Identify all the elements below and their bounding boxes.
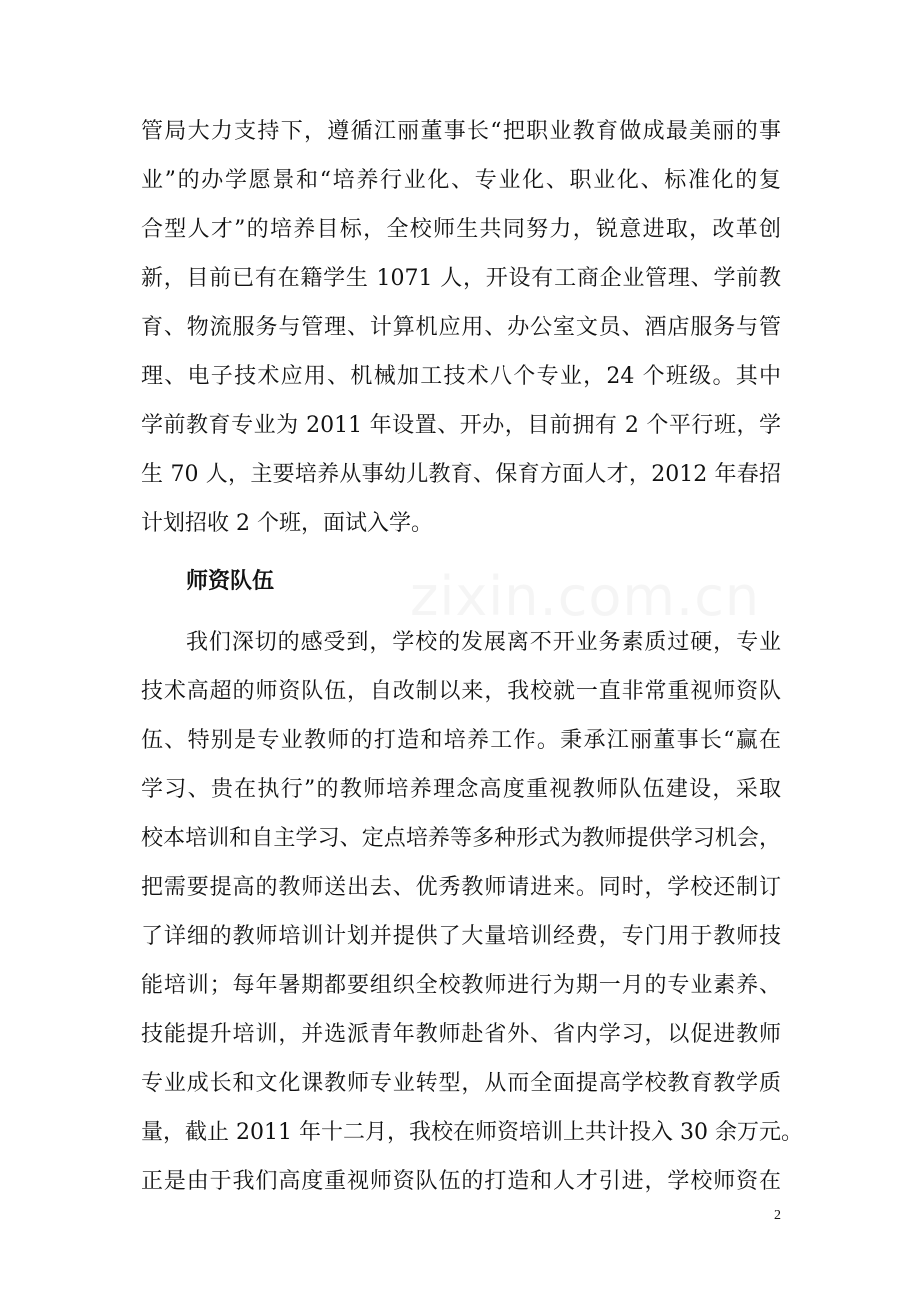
text-line: 正是由于我们高度重视师资队伍的打造和人才引进，学校师资在 (141, 1169, 781, 1194)
text-line: 生 70 人，主要培养从事幼儿教育、保育方面人才，2012 年春招 (141, 462, 781, 487)
text-line: 伍、特别是专业教师的打造和培养工作。秉承江丽董事长“赢在 (141, 728, 781, 753)
text-line: 管局大力支持下，遵循江丽董事长“把职业教育做成最美丽的事 (141, 119, 781, 144)
text-line: 育、物流服务与管理、计算机应用、办公室文员、酒店服务与管 (141, 315, 781, 340)
text-line: 业”的办学愿景和“培养行业化、专业化、职业化、标准化的复 (141, 168, 781, 193)
text-line: 量，截止 2011 年十二月，我校在师资培训上共计投入 30 余万元。 (141, 1120, 803, 1145)
watermark: zixin.com.cn (410, 565, 761, 628)
text-line: 专业成长和文化课教师专业转型，从而全面提高学校教育教学质 (141, 1071, 781, 1096)
text-line: 合型人才”的培养目标，全校师生共同努力，锐意进取，改革创 (141, 217, 781, 242)
section-heading: 师资队伍 (186, 568, 275, 594)
text-line: 学习、贵在执行”的教师培养理念高度重视教师队伍建设，采取 (141, 777, 781, 802)
text-line: 计划招收 2 个班，面试入学。 (141, 511, 433, 536)
text-line: 新，目前已有在籍学生 1071 人，开设有工商企业管理、学前教 (141, 266, 781, 291)
page-number: 2 (774, 1208, 781, 1223)
text-line: 把需要提高的教师送出去、优秀教师请进来。同时，学校还制订 (141, 875, 781, 900)
text-line: 技能提升培训，并选派青年教师赴省外、省内学习，以促进教师 (141, 1022, 781, 1047)
text-line: 校本培训和自主学习、定点培养等多种形式为教师提供学习机会， (141, 826, 781, 851)
text-line: 了详细的教师培训计划并提供了大量培训经费，专门用于教师技 (141, 924, 781, 949)
text-line: 理、电子技术应用、机械加工技术八个专业，24 个班级。其中 (141, 364, 781, 389)
text-line: 我们深切的感受到，学校的发展离不开业务素质过硬，专业 (186, 630, 781, 655)
text-line: 学前教育专业为 2011 年设置、开办，目前拥有 2 个平行班，学 (141, 413, 781, 438)
text-line: 能培训；每年暑期都要组织全校教师进行为期一月的专业素养、 (141, 973, 781, 998)
text-line: 技术高超的师资队伍，自改制以来，我校就一直非常重视师资队 (141, 679, 781, 704)
